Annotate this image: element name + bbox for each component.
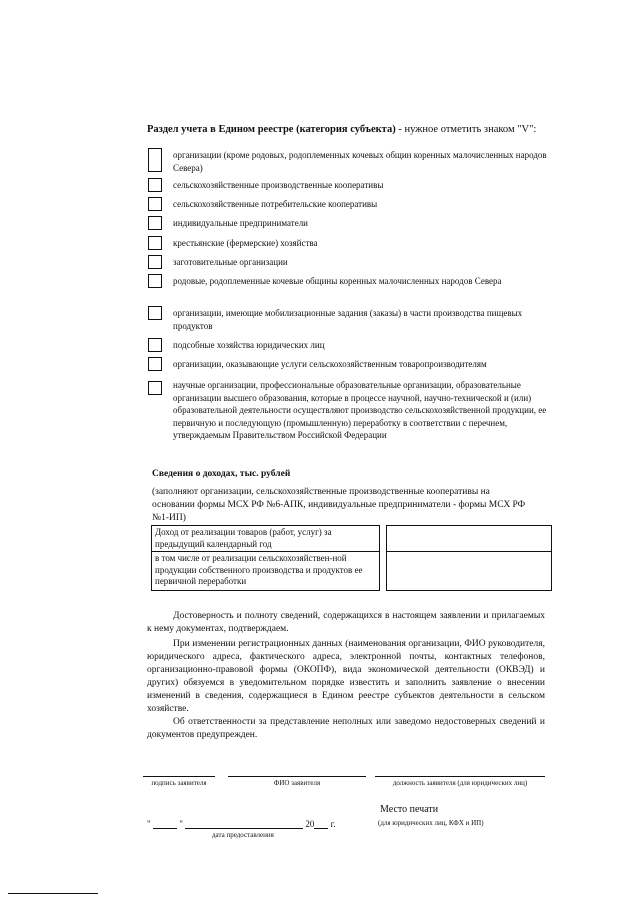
income-row-label: в том числе от реализации сельскохозяйствен-ной продукции собственного производства и продуктов ее первичной переработки xyxy=(152,552,380,591)
date-field[interactable] xyxy=(147,818,336,829)
table-row xyxy=(152,552,552,591)
category-label: родовые, родоплеменные кочевые общины коренных малочисленных народов Севера xyxy=(173,276,502,286)
stamp-note: (для юридических лиц, КФХ и ИП) xyxy=(378,819,484,827)
day-input[interactable] xyxy=(153,818,177,829)
position-field[interactable]: должность заявителя (для юридических лиц) xyxy=(375,776,545,787)
income-value-input[interactable] xyxy=(387,526,552,552)
income-table xyxy=(151,525,552,591)
date-label: дата предоставления xyxy=(212,831,274,839)
category-label: подсобные хозяйства юридических лиц xyxy=(173,340,325,350)
signature-field[interactable]: подпись заявителя xyxy=(143,776,215,787)
date-quote-open: " xyxy=(147,819,151,829)
category-checkbox[interactable] xyxy=(148,338,162,352)
responsibility-paragraph: Об ответственности за представление неполных или заведомо недостоверных сведений и документов предупрежден. xyxy=(147,717,545,740)
category-label: организации, оказывающие услуги сельскохозяйственным товаропроизводителям xyxy=(173,359,487,369)
category-checkbox[interactable] xyxy=(148,148,162,172)
category-checkbox[interactable] xyxy=(148,381,162,395)
income-title: Сведения о доходах, тыс. рублей xyxy=(152,469,291,479)
category-checkbox[interactable] xyxy=(148,306,162,320)
section-title-bold: Раздел учета в Едином реестре (категория субъекта) xyxy=(147,124,396,135)
category-label: индивидуальные предприниматели xyxy=(173,218,308,228)
income-note: (заполняют организации, сельскохозяйственные производственные кооперативы на основании формы МСХ РФ №6-АПК, индивидуальные предприниматели - формы МСХ РФ №1-ИП) xyxy=(152,487,526,523)
stamp-place: Место печати xyxy=(380,804,439,815)
footnote-divider xyxy=(8,893,98,894)
category-label: заготовительные организации xyxy=(173,257,288,267)
confirmation-paragraph: Достоверность и полноту сведений, содержащихся в настоящем заявлении и прилагаемых к нему документах, подтверждаем. xyxy=(147,611,545,634)
category-checkbox[interactable] xyxy=(148,274,162,288)
date-quote-close: " xyxy=(179,819,183,829)
category-checkbox[interactable] xyxy=(148,357,162,371)
obligation-paragraph: При изменении регистрационных данных (наименования организации, ФИО руководителя, юридического адреса, фактического адреса, электронной почты, контактных телефонов, организационно-правовой формы (ОКОПФ), вида экономической деятельности (ОКВЭД) и других) обязуемся в уведомительном порядке известить и заполнить заявление о внесении изменений в сведения, содержащиеся в Едином реестре субъектов деятельности в сельском хозяйстве. xyxy=(147,639,545,714)
year-input[interactable] xyxy=(314,818,328,829)
category-label: организации (кроме родовых, родоплеменных кочевых общин коренных малочисленных народов Севера) xyxy=(173,150,547,173)
month-input[interactable] xyxy=(185,818,303,829)
category-label: сельскохозяйственные потребительские кооперативы xyxy=(173,199,378,209)
category-label: организации, имеющие мобилизационные задания (заказы) в части производства пищевых продуктов xyxy=(173,308,523,331)
income-row-label: Доход от реализации товаров (работ, услуг) за предыдущий календарный год xyxy=(152,526,380,552)
category-checkbox[interactable] xyxy=(148,178,162,192)
category-checkbox[interactable] xyxy=(148,255,162,269)
category-checkbox[interactable] xyxy=(148,236,162,250)
category-label: сельскохозяйственные производственные кооперативы xyxy=(173,180,384,190)
category-label: научные организации, профессиональные образовательные организации, образовательные организации высшего образования, которые в процессе научной, научно-технической и (или) образовательной деятельности осуществляют производство сельскохозяйственной продукции, ее первичную и последующую (промышленную) переработку в соответствии с перечнем, утверждаемым Правительством Российской Федерации xyxy=(173,380,547,440)
category-checkbox[interactable] xyxy=(148,197,162,211)
fio-field[interactable]: ФИО заявителя xyxy=(228,776,366,787)
section-title xyxy=(147,124,536,135)
section-title-rest: - нужное отметить знаком "V": xyxy=(395,124,537,135)
category-label: крестьянские (фермерские) хозяйства xyxy=(173,238,318,248)
year-suffix: г. xyxy=(330,819,336,829)
category-checkbox[interactable] xyxy=(148,216,162,230)
year-prefix: 20 xyxy=(305,819,315,829)
table-row xyxy=(152,526,552,552)
income-value-input[interactable] xyxy=(387,552,552,591)
